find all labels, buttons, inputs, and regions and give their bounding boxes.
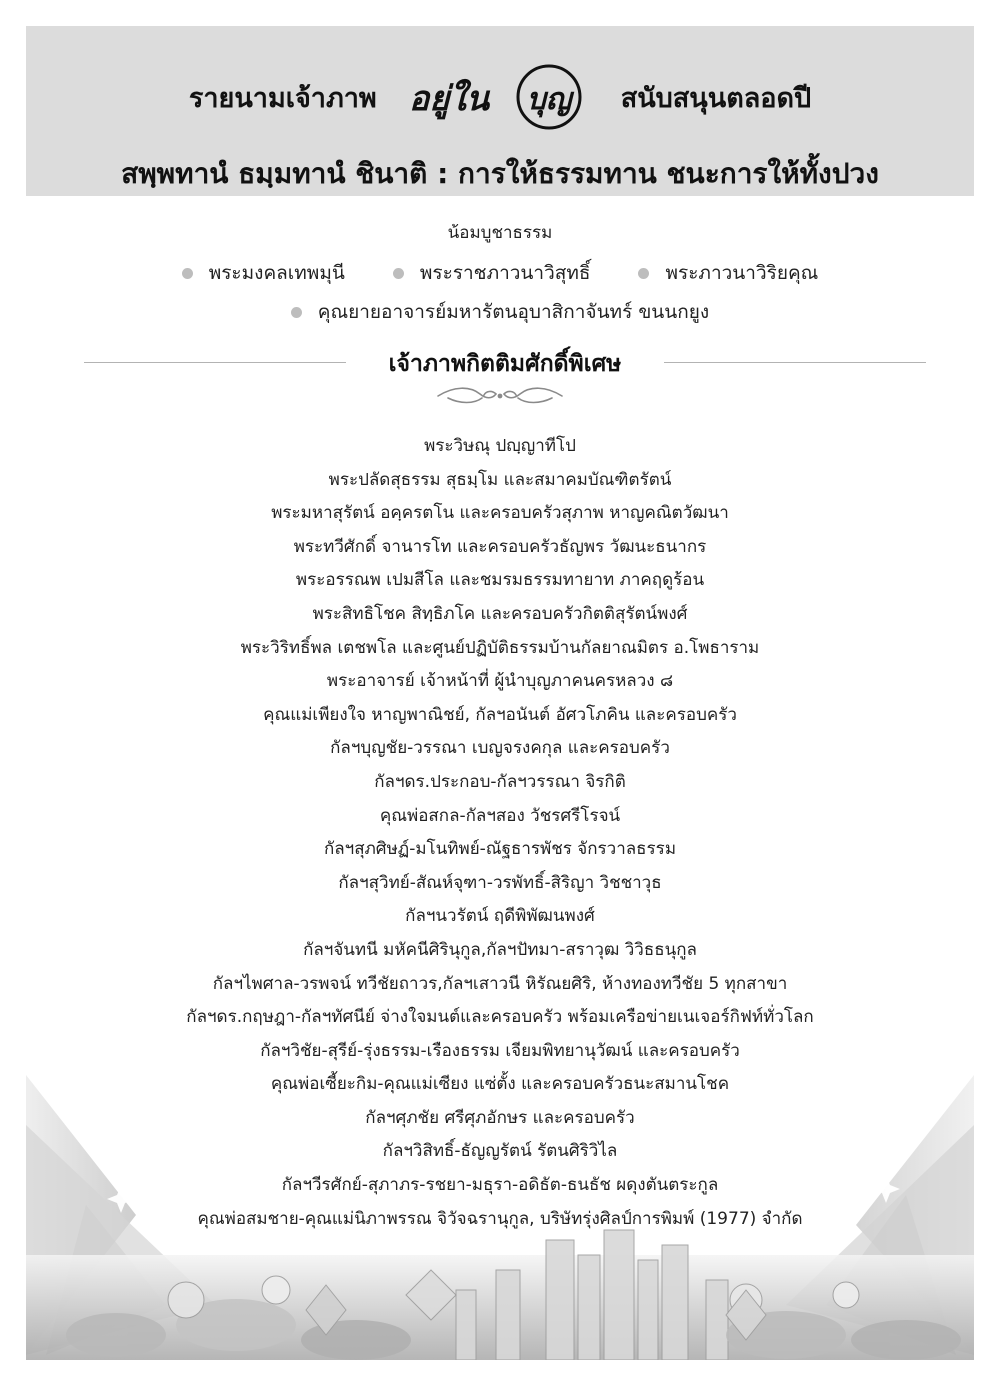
- list-item: พระวิริทธิ์พล เตชพโล และศูนย์ปฏิบัติธรรมบ้านกัลยาณมิตร อ.โพธาราม: [240, 637, 760, 658]
- tribute-item: [291, 297, 709, 327]
- list-item: คุณพ่อเซี้ยะกิม-คุณแม่เซียง แซ่ตั้ง และครอบครัวธนะสมานโชค: [270, 1074, 730, 1095]
- tribute-item-label: พระมงคลเทพมุนี: [208, 262, 345, 284]
- list-item: กัลฯสุวิทย์-สัณห์จุฑา-วรพัทธิ์-สิริญา วิชชาวุธ: [338, 872, 662, 893]
- list-item: กัลฯดร.ประกอบ-กัลฯวรรณา จิรกิติ: [374, 771, 626, 792]
- sponsor-name-list: [0, 430, 1000, 1236]
- list-item: พระอรรณพ เปมสีโล และชมรมธรรมทายาท ภาคฤดูร้อน: [295, 570, 705, 591]
- bullet-icon: [638, 268, 649, 279]
- list-item: พระปลัดสุธรรม สุธมฺโม และสมาคมบัณฑิตรัตน์: [328, 469, 672, 490]
- list-item: คุณพ่อสมชาย-คุณแม่นิภาพรรณ จิวัจฉรานุกูล, บริษัทรุ่งศิลป์การพิมพ์ (1977) จำกัด: [197, 1208, 803, 1229]
- list-item: กัลฯวิสิทธิ์-ธัญญรัตน์ รัตนศิริวิไล: [382, 1141, 618, 1162]
- header-subtitle: สพฺพทานํ ธมฺมทานํ ชินาติ : การให้ธรรมทาน ชนะการให้ทั้งปวง: [121, 157, 879, 190]
- list-item: กัลฯศุภชัย ศรีศุภอักษร และครอบครัว: [365, 1107, 635, 1128]
- tribute-row-2: [0, 297, 1000, 327]
- flourish-ornament-icon: [434, 384, 566, 408]
- logo-text-left: อยู่ใน: [408, 79, 489, 119]
- list-item: กัลฯจันทนี มหัคนีศิรินุกูล,กัลฯปัทมา-สราวุฒ วิวิธธนุกูล: [303, 939, 697, 960]
- divider-right: [664, 362, 926, 363]
- list-item: คุณแม่เพียงใจ หาญพาณิชย์, กัลฯอนันต์ อัศวโภคิน และครอบครัว: [263, 704, 737, 725]
- list-item: กัลฯนวรัตน์ ฤดีพิพัฒนพงศ์: [405, 906, 595, 927]
- tribute-item: [393, 258, 591, 288]
- bullet-icon: [393, 268, 404, 279]
- list-item: กัลฯวีรศักย์-สุภาภร-รชยา-มธุรา-อดิธัต-ธนธัช ผดุงตันตระกูล: [281, 1175, 719, 1196]
- tribute-item-label: พระราชภาวนาวิสุทธิ์: [419, 262, 591, 284]
- section-title: เจ้าภาพกิตติมศักดิ์พิเศษ: [388, 351, 622, 377]
- logo-text-right: บุญ: [526, 82, 572, 117]
- list-item: พระทวีศักดิ์ จานารโท และครอบครัวธัญพร วัฒนะธนากร: [293, 536, 707, 557]
- header-title-row: [26, 62, 974, 132]
- tribute-label: น้อมบูชาธรรม: [447, 223, 553, 243]
- list-item: คุณพ่อสกล-กัลฯสอง วัชรศรีโรจน์: [379, 805, 621, 826]
- bullet-icon: [291, 307, 302, 318]
- tribute-item: [638, 258, 818, 288]
- tribute-item: [182, 258, 345, 288]
- list-item: กัลฯดร.กฤษฎา-กัลฯทัศนีย์ จ่างใจมนต์และครอบครัว พร้อมเครือข่ายเนเจอร์กิฟท์ทั่วโลก: [186, 1007, 814, 1028]
- tribute-item-label: คุณยายอาจารย์มหารัตนอุบาสิกาจันทร์ ขนนกยูง: [317, 301, 710, 323]
- list-item: พระสิทธิโชค สิทฺธิภโค และครอบครัวกิตติสุรัตน์พงศ์: [312, 603, 688, 624]
- list-item: กัลฯวิชัย-สุรีย์-รุ่งธรรม-เรืองธรรม เจียมพิทยานุวัฒน์ และครอบครัว: [260, 1040, 740, 1061]
- tribute-item-label: พระภาวนาวิริยคุณ: [665, 262, 819, 284]
- list-item: พระวิษณุ ปญฺญาทีโป: [424, 436, 576, 456]
- yunaiboon-logo: [399, 62, 599, 132]
- bullet-icon: [182, 268, 193, 279]
- tribute-row-1: [0, 258, 1000, 288]
- list-item: พระอาจารย์ เจ้าหน้าที่ ผู้นำบุญภาคนครหลวง ๘: [326, 671, 674, 692]
- header-band: [26, 26, 974, 196]
- list-item: กัลฯสุภศิษฏ์-มโนทิพย์-ณัฐธารพัชร จักรวาลธรรม: [323, 839, 677, 860]
- list-item: พระมหาสุรัตน์ อคฺครตโน และครอบครัวสุภาพ หาญคณิตวัฒนา: [271, 503, 729, 524]
- list-item: กัลฯบุญชัย-วรรณา เบญจรงคกุล และครอบครัว: [330, 738, 670, 759]
- header-right-text: สนับสนุนตลอดปี: [620, 82, 812, 114]
- list-item: กัลฯไพศาล-วรพจน์ ทวีชัยถาวร,กัลฯเสาวนี หิรัณยศิริ, ห้างทองทวีชัย 5 ทุกสาขา: [212, 973, 788, 994]
- header-left-text: รายนามเจ้าภาพ: [188, 82, 377, 114]
- section-heading: [84, 342, 926, 382]
